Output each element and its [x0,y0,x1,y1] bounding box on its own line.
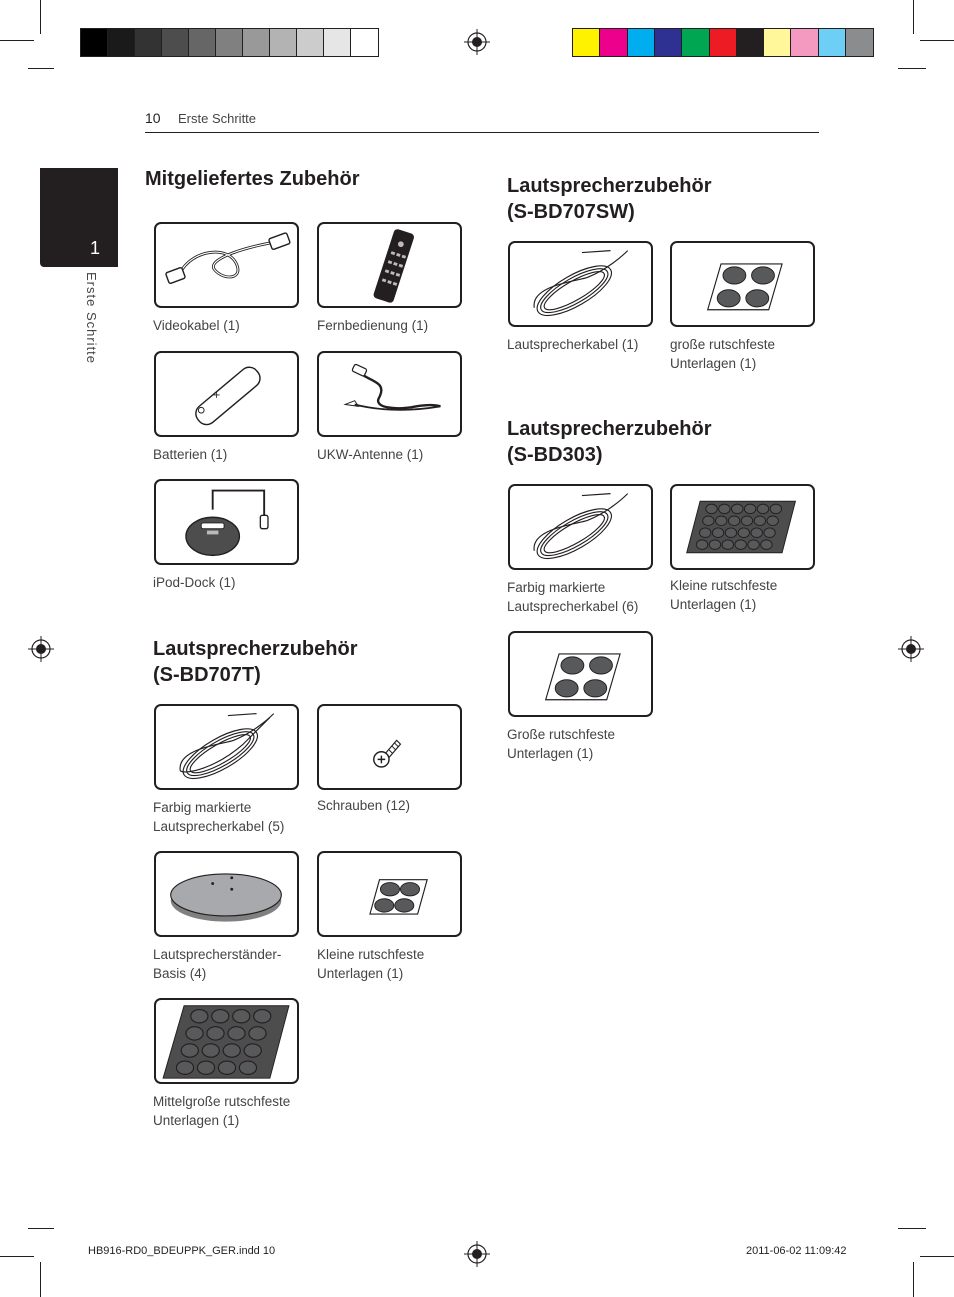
color-swatch [764,29,791,56]
caption-pads-small-303: Kleine rutschfeste Unterlagen (1) [670,578,778,612]
registration-mark-icon [28,636,54,662]
color-swatch [737,29,764,56]
pad-dot [709,540,720,550]
section-title-bd303: Lautsprecherzubehör (S-BD303) [507,418,712,466]
color-swatch [600,29,627,56]
caption-remote: Fernbedienung (1) [317,318,429,333]
item-box-pads-large-sw [670,241,815,327]
pad-dot [722,540,733,550]
pads-20-icon [156,1000,297,1082]
pad-dot [732,504,743,514]
page-number: 10 [145,110,161,126]
caption-ipod-dock: iPod-Dock (1) [153,575,236,590]
color-swatch [162,29,189,56]
item-box-speaker-cable-303 [508,484,653,570]
item-box-pads-small-303 [670,484,815,570]
caption-pads-large-303: Große rutschfeste Unterlagen (1) [507,727,616,761]
pad-dot [748,540,759,550]
pad-dot [751,528,762,538]
caption-speaker-cable-6: Farbig markierte Lautsprecherkabel (6) [507,580,639,614]
pad-dot [191,1010,208,1023]
speaker-cable-icon [156,706,297,788]
item-box-battery [154,351,299,437]
battery-icon [156,353,297,435]
item-box-speaker-cable-sw [508,241,653,327]
pad-dot [249,1027,266,1040]
pad-dot [706,504,717,514]
svg-text:+: + [212,389,221,401]
color-swatch [819,29,846,56]
pad-dot [757,504,768,514]
color-swatch [791,29,818,56]
crop-mark [920,40,954,41]
section-title-bd707t: Lautsprecherzubehör (S-BD707T) [153,638,358,686]
crop-mark [28,68,54,69]
crop-mark [898,68,926,69]
item-box-stand-base [154,851,299,937]
caption-pads-large-sw: große rutschfeste Unterlagen (1) [670,337,776,371]
item-box-ipod-dock [154,479,299,565]
pad-dot [767,516,778,526]
pad-dot [716,516,727,526]
pads-24-icon [672,486,813,568]
color-swatch [297,29,324,56]
pads-4-icon [319,853,460,935]
pad-dot [744,504,755,514]
registration-mark-icon [464,1241,490,1267]
pad-dot [699,528,710,538]
section-title-included: Mitgeliefertes Zubehör [145,168,360,190]
caption-pads-small: Kleine rutschfeste Unterlagen (1) [317,947,425,981]
color-swatch [573,29,600,56]
footer-file: HB916-RD0_BDEUPPK_GER.indd 10 [88,1245,276,1257]
pads-4-icon [510,633,651,715]
caption-pads-medium: Mittelgroße rutschfeste Unterlagen (1) [153,1094,291,1128]
pad-dot [207,1027,224,1040]
color-swatch [270,29,297,56]
pad-dot [176,1061,193,1074]
color-swatch [351,29,378,56]
header-rule [145,132,819,133]
footer-date: 2011-06-02 11:09:42 [746,1245,847,1257]
item-box-screw [317,704,462,790]
pad-dot [761,540,772,550]
crop-mark [913,1262,914,1297]
pad-dot [712,528,723,538]
pad-dot [728,516,739,526]
color-swatch [628,29,655,56]
speaker-cable-icon [510,486,651,568]
item-box-pads-small [317,851,462,937]
pad-dot [202,1044,219,1057]
pad-dot [725,528,736,538]
fm-antenna-icon [319,353,460,435]
registration-mark-icon [464,29,490,55]
crop-mark [920,1256,954,1257]
pads-4-icon [672,243,813,325]
chapter-label: Erste Schritte [84,272,99,365]
caption-fm-antenna: UKW-Antenne (1) [317,447,424,462]
pad-dot [738,528,749,538]
pad-dot [181,1044,198,1057]
ipod-dock-icon [156,481,297,563]
color-swatch [324,29,351,56]
remote-control-icon [319,224,460,306]
item-box-fm-antenna [317,351,462,437]
pad-dot [719,504,730,514]
pad-dot [764,528,775,538]
stand-base-icon [156,853,297,935]
crop-mark [28,1228,54,1229]
video-cable-icon [156,224,297,306]
chapter-number: 1 [90,238,101,258]
item-box-video-cable [154,222,299,308]
pad-dot [254,1010,271,1023]
crop-mark [40,0,41,34]
item-box-remote [317,222,462,308]
pad-dot [741,516,752,526]
crop-mark [913,0,914,34]
crop-mark [40,1262,41,1297]
section-title-bd707sw: Lautsprecherzubehör (S-BD707SW) [507,175,712,223]
running-header: Erste Schritte [178,111,257,126]
screw-icon [319,706,460,788]
pad-dot [218,1061,235,1074]
caption-speaker-cable-5: Farbig markierte Lautsprecherkabel (5) [153,800,285,834]
crop-mark [898,1228,926,1229]
pad-dot [197,1061,214,1074]
item-box-pads-medium [154,998,299,1084]
caption-screws: Schrauben (12) [317,798,411,813]
color-swatch [216,29,243,56]
crop-mark [0,40,34,41]
caption-video-cable: Videokabel (1) [153,318,240,333]
pad-dot [696,540,707,550]
speaker-cable-icon [510,243,651,325]
pad-dot [212,1010,229,1023]
pad-dot [233,1010,250,1023]
pad-dot [770,504,781,514]
caption-battery: Batterien (1) [153,447,228,462]
chapter-tab [40,168,118,267]
color-swatch [682,29,709,56]
item-box-speaker-cable [154,704,299,790]
color-swatch [655,29,682,56]
registration-mark-icon [898,636,924,662]
pad-dot [703,516,714,526]
pad-dot [735,540,746,550]
color-swatch [135,29,162,56]
crop-mark [0,1256,34,1257]
color-swatch [710,29,737,56]
color-swatch [189,29,216,56]
color-swatch [108,29,135,56]
item-box-pads-large-303 [508,631,653,717]
caption-speaker-cable-sw: Lautsprecherkabel (1) [507,337,639,352]
pad-dot [239,1061,256,1074]
pad-dot [754,516,765,526]
pad-dot [186,1027,203,1040]
color-swatch [846,29,873,56]
pad-dot [223,1044,240,1057]
pad-dot [228,1027,245,1040]
color-swatch [81,29,108,56]
pad-dot [244,1044,261,1057]
caption-stand-base: Lautsprecherständer- Basis (4) [153,947,282,981]
color-swatch [243,29,270,56]
